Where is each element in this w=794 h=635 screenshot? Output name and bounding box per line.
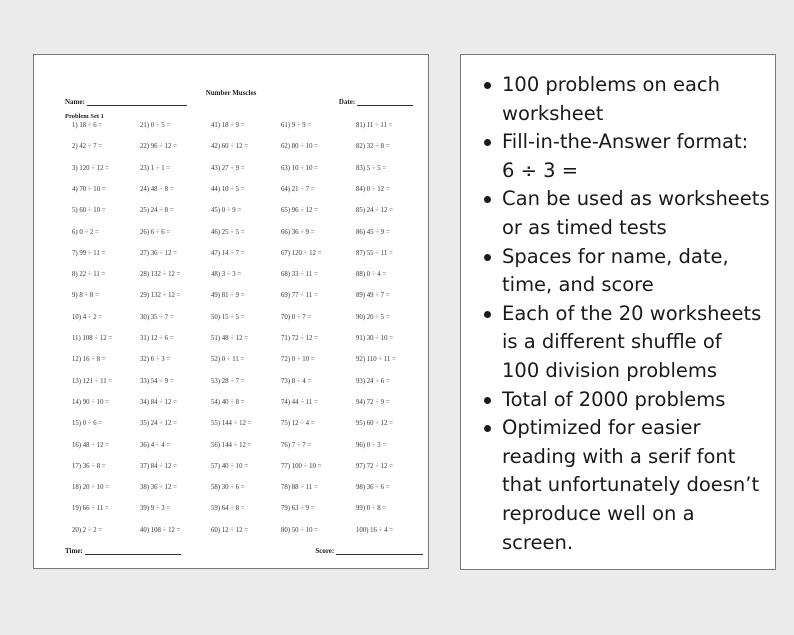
problem-item: 39) 9 ÷ 3 = — [140, 505, 171, 513]
problem-item: 44) 10 ÷ 5 = — [211, 185, 245, 193]
problem-item: 50) 15 ÷ 5 = — [211, 313, 245, 321]
problem-item: 81) 11 ÷ 11 = — [356, 122, 393, 129]
problem-item: 67) 120 ÷ 12 = — [281, 249, 322, 257]
problem-item: 70) 0 ÷ 7 = — [281, 313, 312, 321]
time-score-row — [65, 546, 423, 558]
problem-item: 60) 12 ÷ 12 = — [211, 526, 249, 534]
score-field — [315, 546, 423, 555]
problem-item: 30) 35 ÷ 7 = — [140, 313, 174, 321]
feature-item — [483, 386, 773, 415]
problem-item: 78) 88 ÷ 11 = — [281, 484, 318, 492]
features-panel — [460, 54, 776, 570]
problem-item: 25) 24 ÷ 8 = — [140, 207, 174, 215]
problem-item: 58) 30 ÷ 6 = — [211, 484, 245, 492]
problem-item: 52) 0 ÷ 11 = — [211, 356, 245, 364]
problem-item: 21) 0 ÷ 5 = — [140, 122, 171, 129]
problem-item: 57) 40 ÷ 10 = — [211, 462, 249, 470]
problem-item: 31) 12 ÷ 6 = — [140, 335, 174, 342]
feature-item — [483, 185, 773, 242]
problem-item: 16) 48 ÷ 12 = — [72, 441, 110, 449]
problem-item: 6) 0 ÷ 2 = — [72, 228, 99, 236]
feature-item — [483, 300, 773, 386]
problem-item: 84) 0 ÷ 12 = — [356, 185, 390, 193]
problem-item: 22) 96 ÷ 12 = — [140, 143, 178, 151]
problem-item: 10) 4 ÷ 2 = — [72, 313, 103, 321]
score-label: Score: — [315, 547, 335, 555]
feature-item — [483, 71, 773, 128]
problem-item: 91) 30 ÷ 10 = — [356, 335, 394, 342]
problem-item: 54) 40 ÷ 8 = — [211, 398, 245, 406]
problem-item: 69) 77 ÷ 11 = — [281, 292, 318, 300]
problem-item: 40) 108 ÷ 12 = — [140, 526, 181, 534]
bullet-icon — [484, 82, 491, 89]
problem-item: 77) 100 ÷ 10 = — [281, 462, 322, 470]
problem-item: 17) 36 ÷ 8 = — [72, 462, 106, 470]
problem-item: 7) 99 ÷ 11 = — [72, 249, 106, 257]
problem-item: 5) 60 ÷ 10 = — [72, 207, 106, 215]
bullet-icon — [484, 139, 491, 146]
problem-item: 15) 0 ÷ 6 = — [72, 420, 103, 428]
name-field — [65, 97, 187, 106]
problem-item: 63) 10 ÷ 10 = — [281, 164, 319, 172]
problem-item: 80) 50 ÷ 10 = — [281, 526, 319, 534]
problem-item: 65) 96 ÷ 12 = — [281, 207, 319, 215]
problem-item: 18) 20 ÷ 10 = — [72, 484, 110, 492]
problem-item: 92) 110 ÷ 11 = — [356, 356, 396, 364]
time-field — [65, 546, 181, 555]
problem-item: 83) 5 ÷ 5 = — [356, 164, 387, 172]
problem-item: 38) 36 ÷ 12 = — [140, 484, 178, 492]
score-line — [336, 546, 423, 555]
feature-text: Total of 2000 problems — [502, 387, 726, 411]
problem-item: 47) 14 ÷ 7 = — [211, 249, 245, 257]
problem-item: 85) 24 ÷ 12 = — [356, 207, 394, 215]
problem-item: 23) 1 ÷ 1 = — [140, 164, 171, 172]
problem-item: 55) 144 ÷ 12 = — [211, 420, 252, 428]
problem-item: 32) 6 ÷ 3 = — [140, 356, 171, 364]
feature-text: Optimized for easier reading with a serif font that unfortunately doesn’t reproduce well on a screen. — [502, 416, 760, 554]
feature-text: Can be used as worksheets or as timed tests — [502, 187, 770, 239]
problem-item: 89) 49 ÷ 7 = — [356, 292, 390, 300]
problem-item: 93) 24 ÷ 6 = — [356, 377, 390, 385]
problem-item: 61) 9 ÷ 9 = — [281, 122, 312, 129]
problem-item: 35) 24 ÷ 12 = — [140, 420, 178, 428]
problem-item: 46) 25 ÷ 5 = — [211, 228, 245, 236]
problem-item: 43) 27 ÷ 9 = — [211, 164, 245, 172]
problem-item: 68) 33 ÷ 11 = — [281, 271, 318, 279]
worksheet-preview — [33, 54, 429, 569]
problem-item: 1) 18 ÷ 6 = — [72, 122, 103, 129]
problem-item: 90) 20 ÷ 5 = — [356, 313, 390, 321]
name-date-row — [65, 97, 413, 109]
date-line — [357, 97, 413, 106]
problem-item: 94) 72 ÷ 9 = — [356, 398, 390, 406]
name-label: Name: — [65, 98, 85, 106]
problem-item: 24) 48 ÷ 8 = — [140, 185, 174, 193]
problem-item: 48) 3 ÷ 3 = — [211, 271, 242, 279]
problem-item: 27) 36 ÷ 12 = — [140, 249, 178, 257]
problem-item: 4) 70 ÷ 10 = — [72, 185, 106, 193]
problem-item: 34) 84 ÷ 12 = — [140, 398, 178, 406]
feature-item — [483, 414, 773, 557]
problem-item: 42) 60 ÷ 12 = — [211, 143, 249, 151]
problem-item: 73) 8 ÷ 4 = — [281, 377, 312, 385]
problem-item: 79) 63 ÷ 9 = — [281, 505, 315, 513]
problem-item: 87) 55 ÷ 11 = — [356, 249, 393, 257]
bullet-icon — [484, 397, 491, 404]
problem-item: 20) 2 ÷ 2 = — [72, 526, 103, 534]
problem-item: 49) 81 ÷ 9 = — [211, 292, 245, 300]
problem-set-label: Problem Set 1 — [65, 113, 104, 120]
problem-item: 75) 12 ÷ 4 = — [281, 420, 315, 428]
bullet-icon — [484, 311, 491, 318]
problem-item: 29) 132 ÷ 12 = — [140, 292, 181, 300]
bullet-icon — [484, 254, 491, 261]
bullet-icon — [484, 425, 491, 432]
problem-item: 45) 0 ÷ 9 = — [211, 207, 242, 215]
problem-item: 41) 18 ÷ 9 = — [211, 122, 245, 129]
worksheet-title: Number Muscles — [205, 89, 257, 97]
problem-item: 53) 28 ÷ 7 = — [211, 377, 245, 385]
feature-text: 100 problems on each worksheet — [502, 73, 720, 125]
feature-text: Fill-in-the-Answer format: 6 ÷ 3 = — [502, 130, 749, 182]
problem-item: 28) 132 ÷ 12 = — [140, 271, 181, 279]
problem-item: 71) 72 ÷ 12 = — [281, 335, 319, 342]
date-label: Date: — [338, 98, 356, 106]
time-line — [85, 546, 181, 555]
problem-item: 26) 6 ÷ 6 = — [140, 228, 171, 236]
problem-item: 82) 32 ÷ 8 = — [356, 143, 390, 151]
problem-item: 88) 0 ÷ 4 = — [356, 271, 387, 279]
problem-item: 100) 16 ÷ 4 = — [356, 526, 394, 534]
problem-item: 19) 66 ÷ 11 = — [72, 505, 109, 513]
feature-item — [483, 128, 773, 185]
bullet-icon — [484, 196, 491, 203]
problem-item: 56) 144 ÷ 12 = — [211, 441, 252, 449]
problem-item: 9) 8 ÷ 8 = — [72, 292, 99, 300]
problem-item: 76) 7 ÷ 7 = — [281, 441, 312, 449]
feature-item — [483, 243, 773, 300]
problem-item: 74) 44 ÷ 11 = — [281, 398, 318, 406]
problem-item: 3) 120 ÷ 12 = — [72, 164, 110, 172]
problem-item: 14) 90 ÷ 10 = — [72, 398, 110, 406]
problem-item: 96) 0 ÷ 3 = — [356, 441, 387, 449]
problem-item: 8) 22 ÷ 11 = — [72, 271, 106, 279]
problem-item: 2) 42 ÷ 7 = — [72, 143, 103, 151]
problem-item: 64) 21 ÷ 7 = — [281, 185, 315, 193]
problem-item: 37) 84 ÷ 12 = — [140, 462, 178, 470]
problem-item: 33) 54 ÷ 9 = — [140, 377, 174, 385]
problem-item: 13) 121 ÷ 11 = — [72, 377, 113, 385]
problem-item: 98) 36 ÷ 6 = — [356, 484, 390, 492]
time-label: Time: — [65, 547, 83, 555]
problem-item: 99) 0 ÷ 8 = — [356, 505, 387, 513]
problem-item: 59) 64 ÷ 8 = — [211, 505, 245, 513]
name-line — [87, 97, 187, 106]
problem-item: 12) 16 ÷ 8 = — [72, 356, 106, 364]
problem-item: 86) 45 ÷ 9 = — [356, 228, 390, 236]
features-list — [483, 71, 773, 557]
problem-item: 66) 36 ÷ 9 = — [281, 228, 315, 236]
feature-text: Each of the 20 worksheets is a different shuffle of 100 division problems — [502, 301, 762, 382]
problem-item: 97) 72 ÷ 12 = — [356, 462, 394, 470]
feature-text: Spaces for name, date, time, and score — [502, 244, 729, 297]
problem-item: 36) 4 ÷ 4 = — [140, 441, 171, 449]
problem-item: 11) 108 ÷ 12 = — [72, 335, 113, 342]
date-field — [339, 97, 413, 106]
problem-item: 72) 0 ÷ 10 = — [281, 356, 315, 364]
problem-item: 95) 60 ÷ 12 = — [356, 420, 394, 428]
problem-item: 51) 48 ÷ 12 = — [211, 335, 249, 342]
problem-item: 62) 80 ÷ 10 = — [281, 143, 319, 151]
